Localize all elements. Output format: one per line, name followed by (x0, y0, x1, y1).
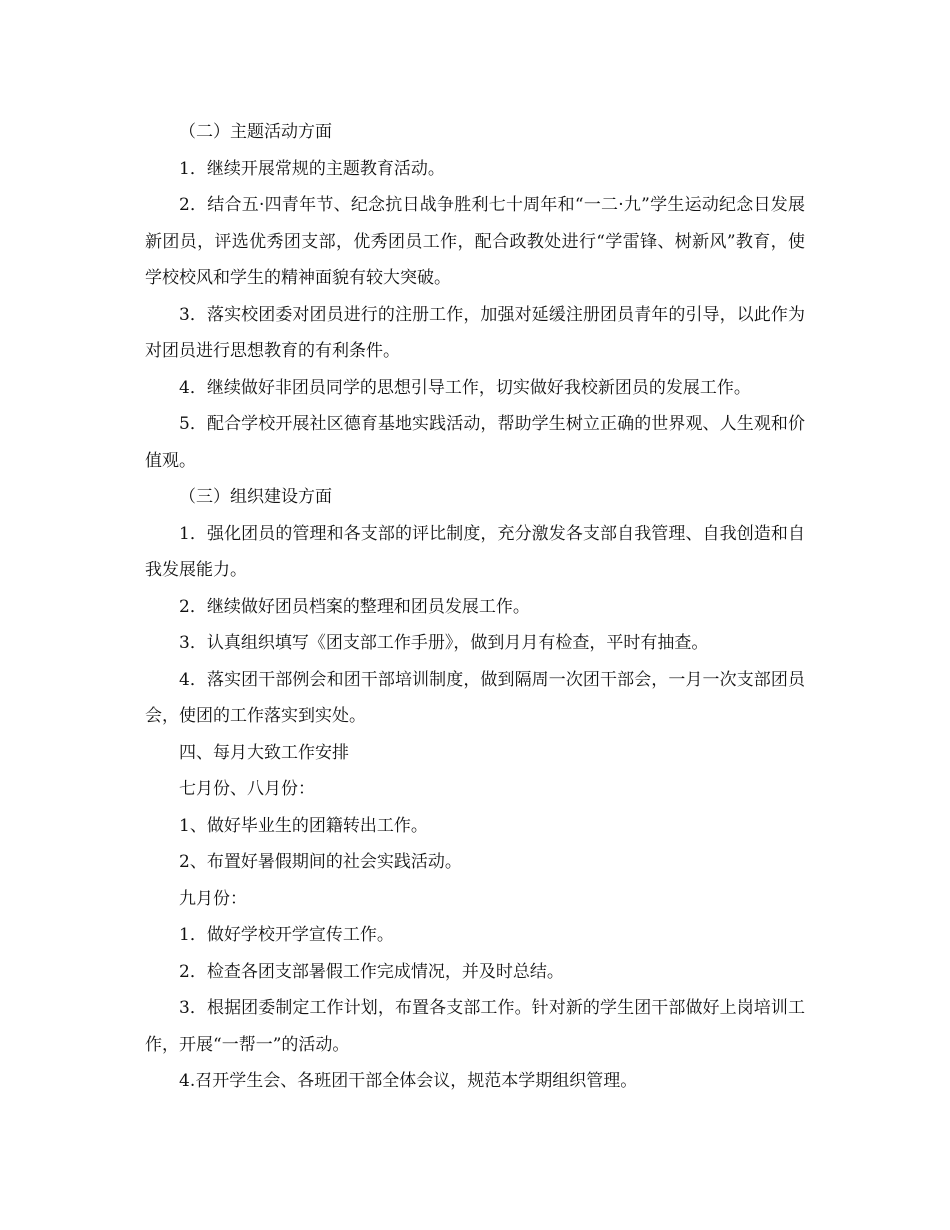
paragraph: 4．落实团干部例会和团干部培训制度，做到隔周一次团干部会，一月一次支部团员会，使团的工作落实到实处。 (145, 669, 805, 726)
paragraph: 1．做好学校开学宣传工作。 (179, 925, 394, 945)
section-heading-organization: （三）组织建设方面 (179, 487, 332, 507)
month-heading-july-august: 七月份、八月份： (179, 779, 315, 799)
month-heading-september: 九月份： (179, 888, 247, 909)
paragraph: 2．继续做好团员档案的整理和团员发展工作。 (179, 596, 530, 617)
paragraph: 1．强化团员的管理和各支部的评比制度，充分激发各支部自我管理、自我创造和自我发展能力。 (145, 523, 805, 580)
paragraph: 3．认真组织填写《团支部工作手册》，做到月月有检查，平时有抽查。 (179, 633, 709, 653)
paragraph: 1．继续开展常规的主题教育活动。 (179, 158, 445, 179)
paragraph: 5．配合学校开展社区德育基地实践活动，帮助学生树立正确的世界观、人生观和价值观。 (145, 414, 805, 471)
paragraph: 1、做好毕业生的团籍转出工作。 (179, 815, 428, 836)
paragraph: 3．落实校团委对团员进行的注册工作，加强对延缓注册团员青年的引导，以此作为对团员进行思想教育的有利条件。 (145, 304, 805, 361)
section-heading-theme-activities: （二）主题活动方面 (179, 122, 332, 142)
paragraph: 4.召开学生会、各班团干部全体会议，规范本学期组织管理。 (179, 1071, 638, 1091)
paragraph: 2、布置好暑假期间的社会实践活动。 (179, 852, 462, 872)
paragraph: 4．继续做好非团员同学的思想引导工作，切实做好我校新团员的发展工作。 (179, 377, 751, 398)
paragraph: 2．检查各团支部暑假工作完成情况，并及时总结。 (179, 961, 564, 982)
document-body (145, 114, 805, 1100)
section-heading-monthly-plan: 四、每月大致工作安排 (179, 742, 349, 763)
paragraph: 2．结合五·四青年节、纪念抗日战争胜利七十周年和“一二·九”学生运动纪念日发展新团员，评选优秀团支部，优秀团员工作，配合政教处进行“学雷锋、树新风”教育，使学校校风和学生的精神面貌有较大突破。 (145, 195, 805, 288)
paragraph: 3．根据团委制定工作计划，布置各支部工作。针对新的学生团干部做好上岗培训工作，开展“一帮一”的活动。 (145, 998, 805, 1055)
